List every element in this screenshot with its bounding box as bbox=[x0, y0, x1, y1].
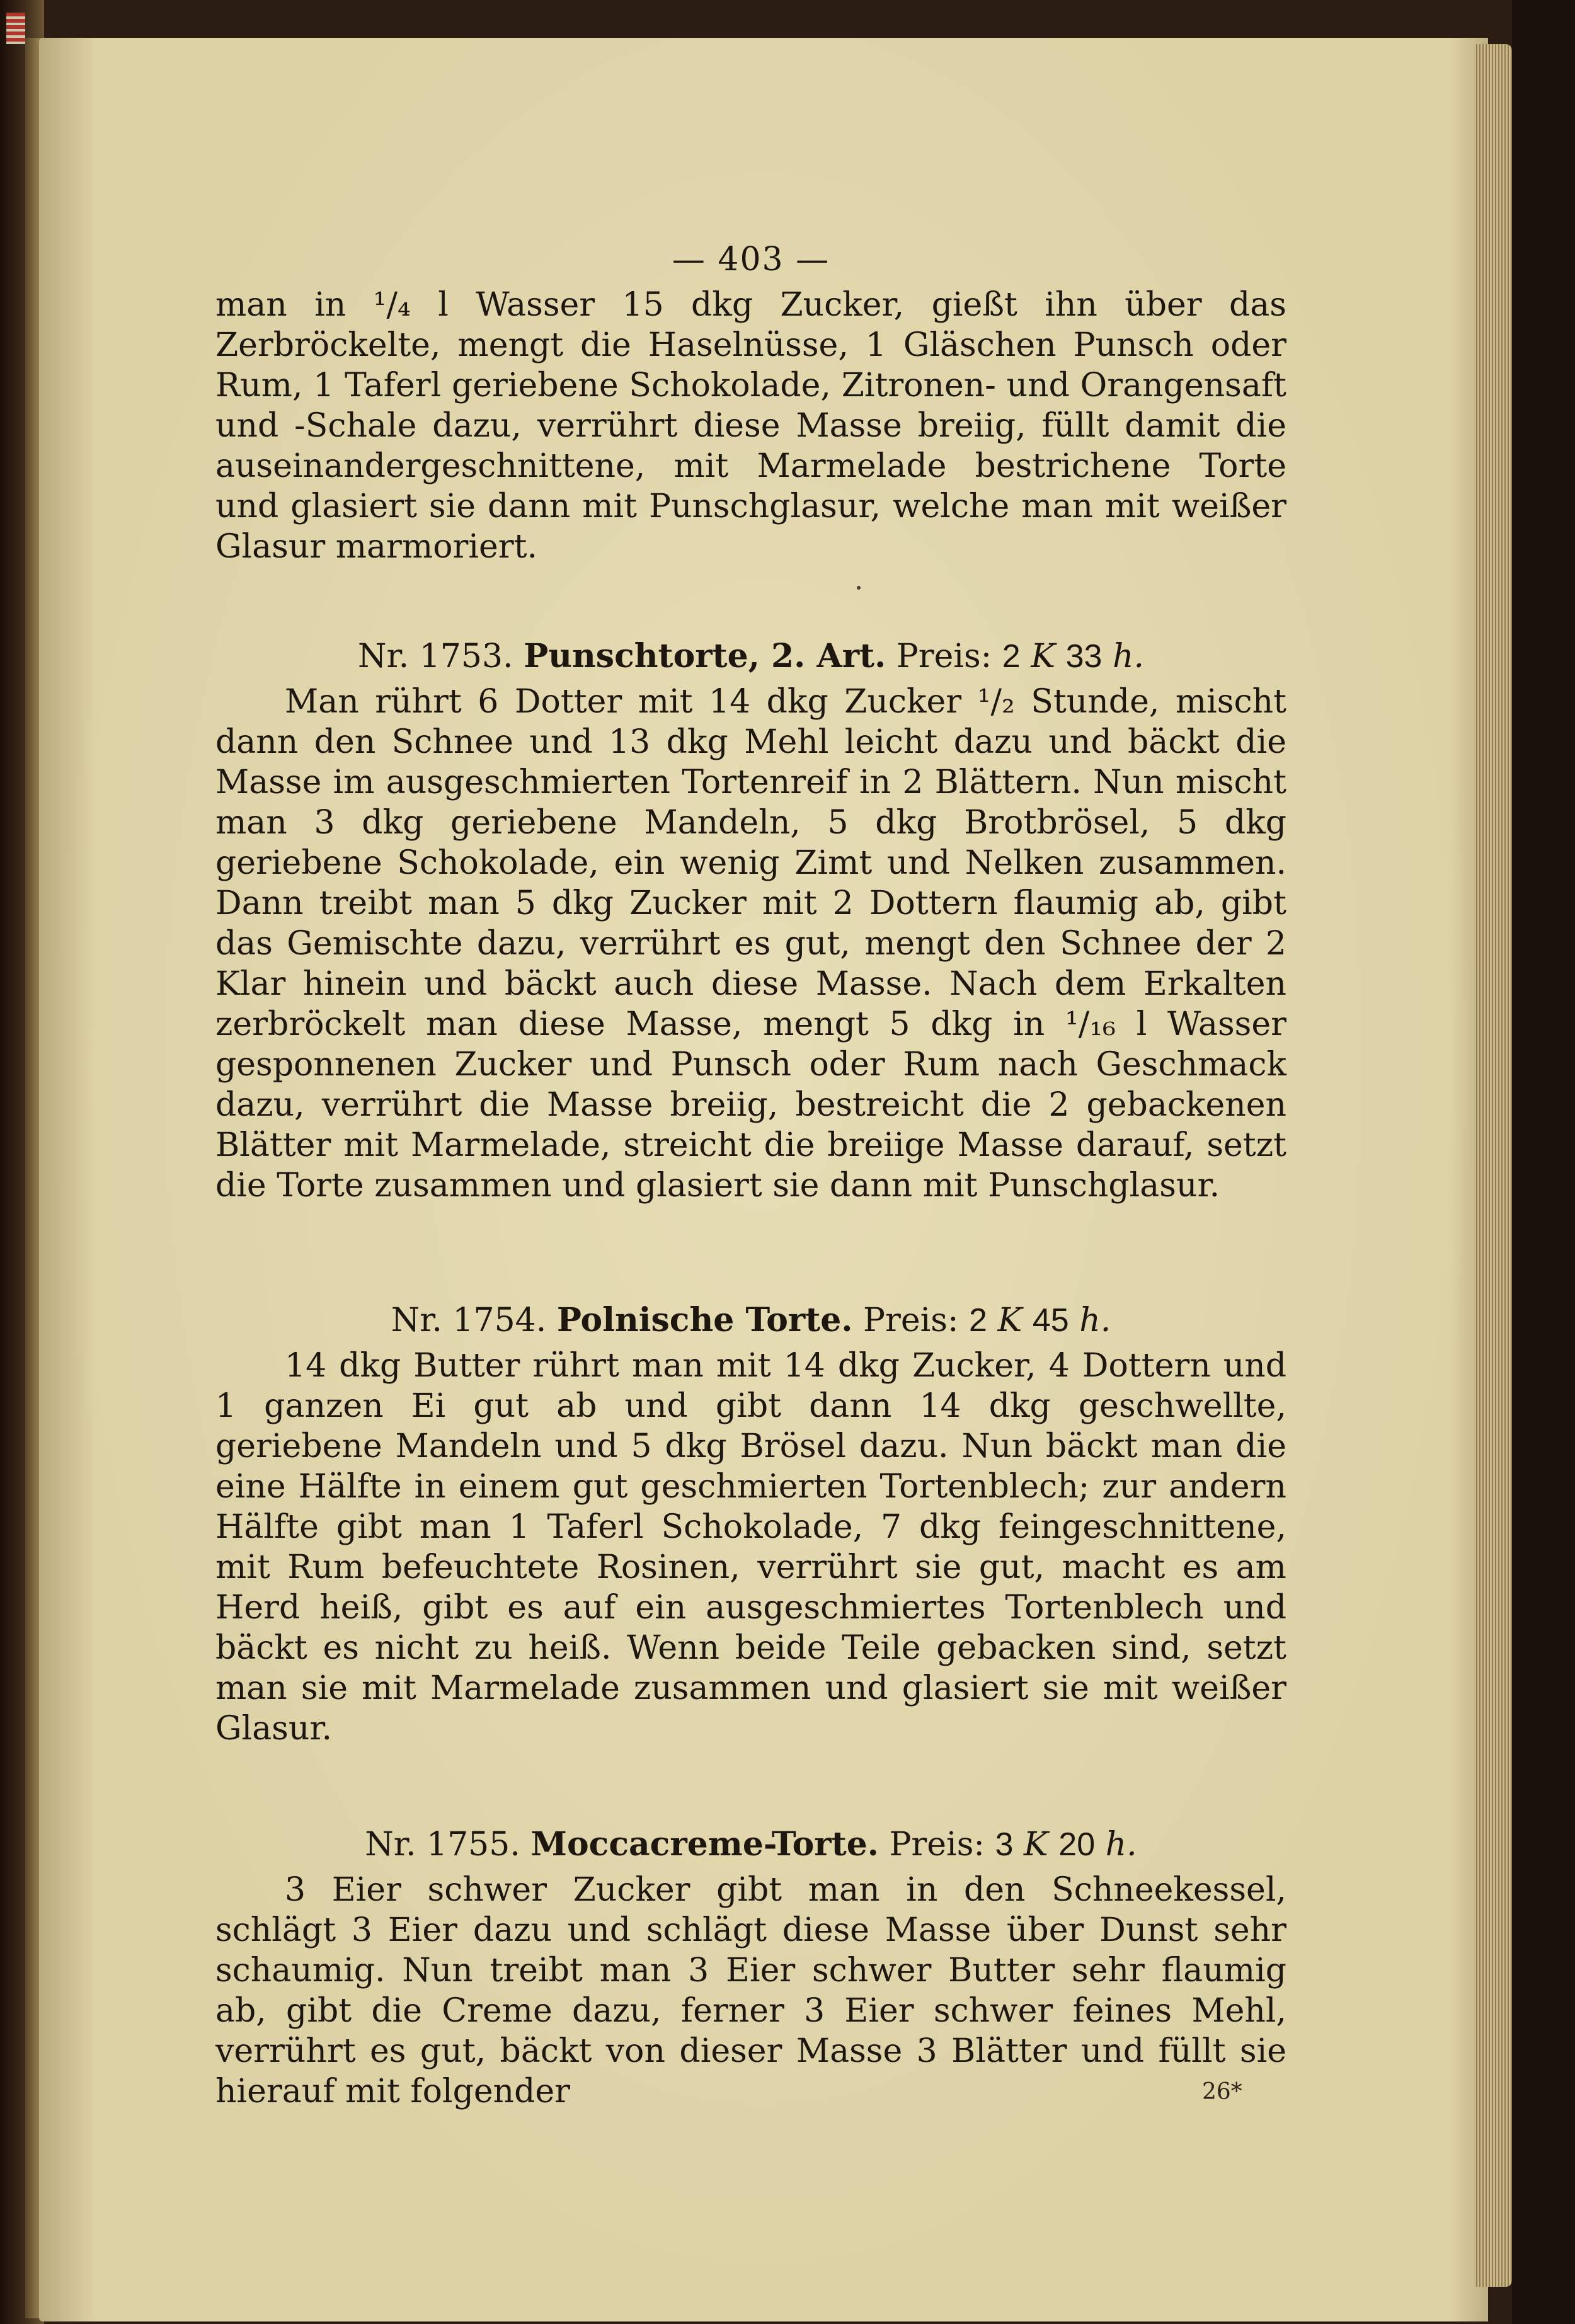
recipe-number: Nr. 1753. bbox=[357, 638, 513, 675]
recipe-text-1755: 3 Eier schwer Zucker gibt man in den Schneekessel, schlägt 3 Eier dazu und schlägt diese Masse über Dunst sehr schaumig. Nun treibt man 3 Eier schwer Butter sehr flaumig ab, gibt die Creme dazu, ferner 3 Eier schwer feines Mehl, verrührt es gut, bäckt von dieser Masse 3 Blätter und füllt sie hierauf mit folgender bbox=[215, 1871, 1286, 2110]
printer-signature: 26* bbox=[1202, 2079, 1242, 2105]
recipe-heading-1753 bbox=[215, 636, 1286, 677]
price-label: Preis: bbox=[896, 638, 992, 675]
price-label: Preis: bbox=[889, 1826, 985, 1863]
recipe-title: Punschtorte, 2. Art. bbox=[524, 637, 886, 675]
unit-kronen: K bbox=[1023, 1826, 1048, 1863]
price-kronen: 2 bbox=[969, 1302, 987, 1339]
recipe-text-1754: 14 dkg Butter rührt man mit 14 dkg Zucker, 4 Dottern und 1 ganzen Ei gut ab und gibt dann 14 dkg geschwellte, geriebene Mandeln und 5 dkg Brösel dazu. Nun bäckt man die eine Hälfte in einem gut geschmierten Tortenblech; zur andern Hälfte gibt man 1 Taferl Schokolade, 7 dkg feingeschnittene, mit Rum befeuchtete Rosinen, verrührt sie gut, macht es am Herd heiß, gibt es auf ein ausgeschmiertes Tortenblech und bäckt es nicht zu heiß. Wenn beide Teile gebacken sind, setzt man sie mit Marmelade zusammen und glasiert sie mit weißer Glasur. bbox=[215, 1347, 1286, 1748]
page-text-block bbox=[215, 239, 1286, 2112]
background-right bbox=[1512, 0, 1575, 2324]
unit-kronen: K bbox=[1031, 638, 1056, 675]
unit-heller: h. bbox=[1112, 638, 1144, 675]
recipe-title: Moccacreme-Torte. bbox=[530, 1825, 879, 1863]
unit-heller: h. bbox=[1079, 1302, 1111, 1339]
price-kronen: 3 bbox=[995, 1826, 1014, 1863]
recipe-text-1753: Man rührt 6 Dotter mit 14 dkg Zucker ¹/₂ Stunde, mischt dann den Schnee und 13 dkg Mehl leicht dazu und bäckt die Masse im ausgeschmierten Tortenreif in 2 Blättern. Nun mischt man 3 dkg geriebene Mandeln, 5 dkg Brotbrösel, 5 dkg geriebene Schokolade, ein wenig Zimt und Nelken zusammen. Dann treibt man 5 dkg Zucker mit 2 Dottern flaumig ab, gibt das Gemischte dazu, verrührt es gut, mengt den Schnee der 2 Klar hinein und bäckt auch diese Masse. Nach dem Erkalten zerbröckelt man diese Masse, mengt 5 dkg in ¹/₁₆ l Wasser gesponnenen Zucker und Punsch oder Rum nach Geschmack dazu, verrührt die Masse breiig, bestreicht die 2 gebackenen Blätter mit Marmelade, streicht die breiige Masse darauf, setzt die Torte zusammen und glasiert sie dann mit Punschglasur. bbox=[215, 683, 1286, 1205]
recipe-heading-1754 bbox=[215, 1300, 1286, 1341]
recipe-title: Polnische Torte. bbox=[556, 1301, 853, 1339]
unit-kronen: K bbox=[997, 1302, 1022, 1339]
spine-bookmark-stripe bbox=[6, 13, 25, 44]
price-heller: 45 bbox=[1032, 1302, 1069, 1339]
recipe-number: Nr. 1755. bbox=[365, 1826, 520, 1863]
price-label: Preis: bbox=[863, 1302, 959, 1339]
price-heller: 33 bbox=[1065, 638, 1102, 675]
recipe-heading-1755 bbox=[215, 1824, 1286, 1865]
price-kronen: 2 bbox=[1002, 638, 1021, 675]
page-stack-edge bbox=[1474, 44, 1512, 2287]
price-heller: 20 bbox=[1058, 1826, 1096, 1863]
intro-paragraph: man in ¹/₄ l Wasser 15 dkg Zucker, gießt ihn über das Zerbröckelte, mengt die Haselnüsse, 1 Gläschen Punsch oder Rum, 1 Taferl geriebene Schokolade, Zitronen- und Orangensaft und -Schale dazu, verrührt diese Masse breiig, füllt damit die auseinandergeschnittene, mit Marmelade bestrichene Torte und glasiert sie dann mit Punschglasur, welche man mit weißer Glasur marmoriert. bbox=[215, 286, 1286, 566]
unit-heller: h. bbox=[1105, 1826, 1137, 1863]
recipe-number: Nr. 1754. bbox=[391, 1302, 547, 1339]
page-number: — 403 — bbox=[672, 241, 830, 278]
